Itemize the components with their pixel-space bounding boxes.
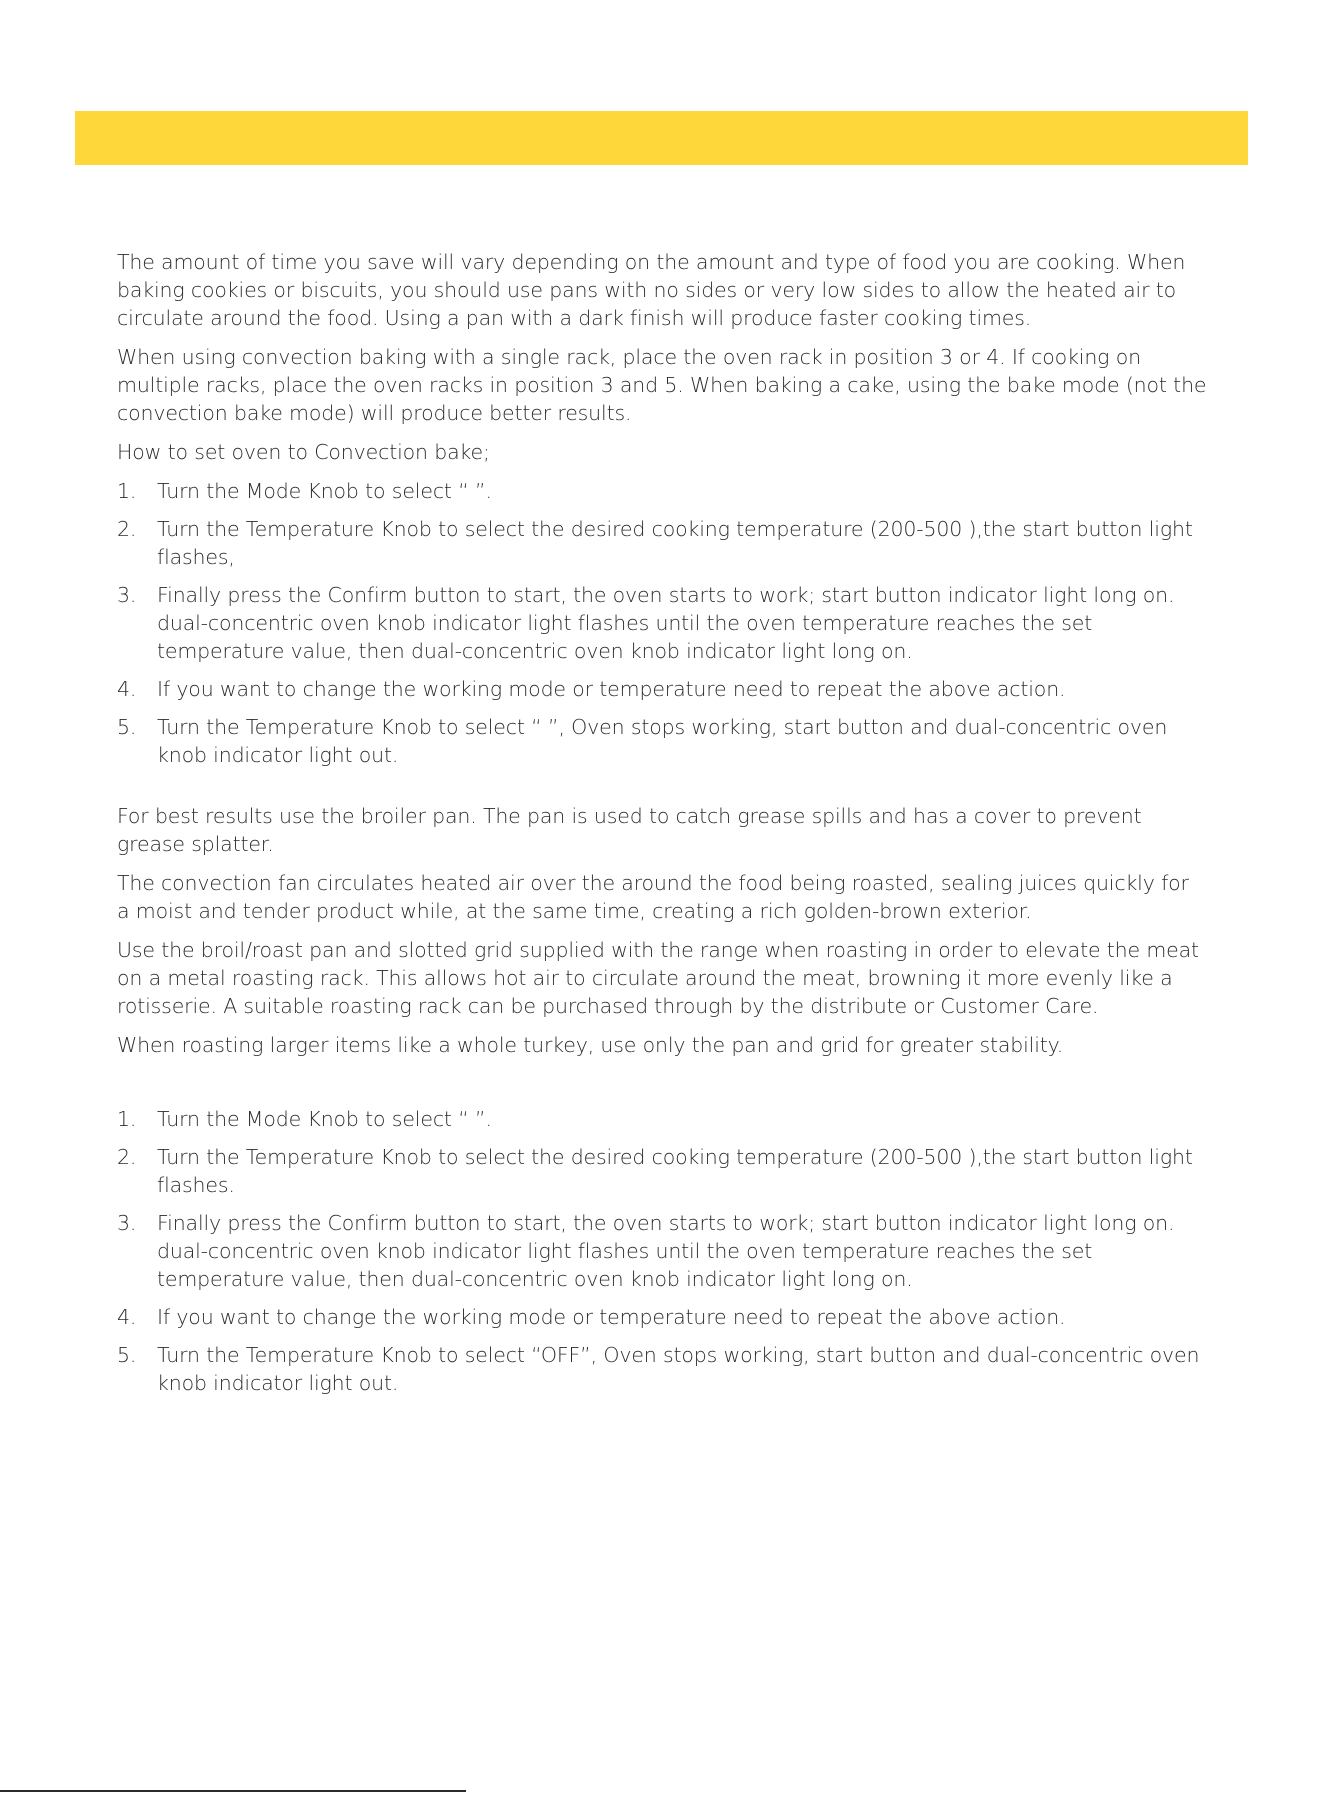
step-number: 2. [117,517,137,541]
paragraph: How to set oven to Convection bake; [117,440,490,464]
step-text: Turn the Mode Knob to select “ ”. [157,1107,492,1131]
convection-roast-steps [117,1105,1207,1397]
step-text: Turn the Temperature Knob to select the desired cooking temperature (200-500 ),the start button light flashes, [157,517,1193,569]
step-number: 3. [117,1211,137,1235]
list-item [117,581,1207,665]
paragraph: Use the broil/roast pan and slotted grid supplied with the range when roasting in order to elevate the meat on a metal roasting rack. This allows hot air to circulate around the meat, browning it more evenly like a rotisserie. A suitable roasting rack can be purchased through by the distribute or Customer Care. [117,938,1199,1018]
step-number: 4. [117,1305,137,1329]
section-spacer [117,1070,1207,1105]
step-text: If you want to change the working mode or temperature need to repeat the above action. [157,677,1066,701]
step-text: Turn the Mode Knob to select “ ”. [157,479,492,503]
step-number: 1. [117,479,137,503]
convection-bake-steps [117,477,1207,769]
step-text: Finally press the Confirm button to start, the oven starts to work; start button indicator light long on. dual-concentric oven knob indicator light flashes until the oven temperature reaches the set temperature value, then dual-concentric oven knob indicator light long on. [157,1211,1175,1291]
list-item [117,1209,1207,1293]
header-banner [75,111,1248,165]
paragraph: The amount of time you save will vary depending on the amount and type of food you are cooking. When baking cookies or biscuits, you should use pans with no sides or very low sides to allow the heated air to circulate around the food. Using a pan with a dark finish will produce faster cooking times. [117,250,1186,330]
list-item [117,1105,1207,1133]
paragraph: When using convection baking with a single rack, place the oven rack in position 3 or 4. If cooking on multiple racks, place the oven racks in position 3 and 5. When baking a cake, using the bake mode (not the convection bake mode) will produce better results. [117,345,1207,425]
convection-roast-section [117,802,1207,1397]
step-text: If you want to change the working mode or temperature need to repeat the above action. [157,1305,1066,1329]
paragraph: For best results use the broiler pan. The pan is used to catch grease spills and has a cover to prevent grease splatter. [117,804,1142,856]
step-number: 2. [117,1145,137,1169]
paragraph: The convection fan circulates heated air over the around the food being roasted, sealing juices quickly for a moist and tender product while, at the same time, creating a rich golden-brown exterior. [117,871,1189,923]
list-item [117,1143,1207,1199]
paragraph: When roasting larger items like a whole turkey, use only the pan and grid for greater stability. [117,1033,1064,1057]
step-number: 5. [117,715,137,739]
step-number: 4. [117,677,137,701]
list-item [117,1303,1207,1331]
page-content [117,248,1207,1407]
list-item [117,515,1207,571]
list-item [117,713,1207,769]
step-text: Turn the Temperature Knob to select “OFF”, Oven stops working, start button and dual-concentric oven knob indicator light out. [157,1343,1200,1395]
step-text: Turn the Temperature Knob to select “ ”, Oven stops working, start button and dual-concentric oven knob indicator light out. [157,715,1168,767]
step-number: 3. [117,583,137,607]
list-item [117,675,1207,703]
footer-rule [0,1790,466,1792]
step-number: 1. [117,1107,137,1131]
section-spacer [117,779,1207,802]
step-text: Turn the Temperature Knob to select the desired cooking temperature (200-500 ),the start button light flashes. [157,1145,1193,1197]
list-item [117,1341,1207,1397]
step-number: 5. [117,1343,137,1367]
convection-bake-section [117,248,1207,769]
list-item [117,477,1207,505]
step-text: Finally press the Confirm button to start, the oven starts to work; start button indicator light long on. dual-concentric oven knob indicator light flashes until the oven temperature reaches the set temperature value, then dual-concentric oven knob indicator light long on. [157,583,1175,663]
